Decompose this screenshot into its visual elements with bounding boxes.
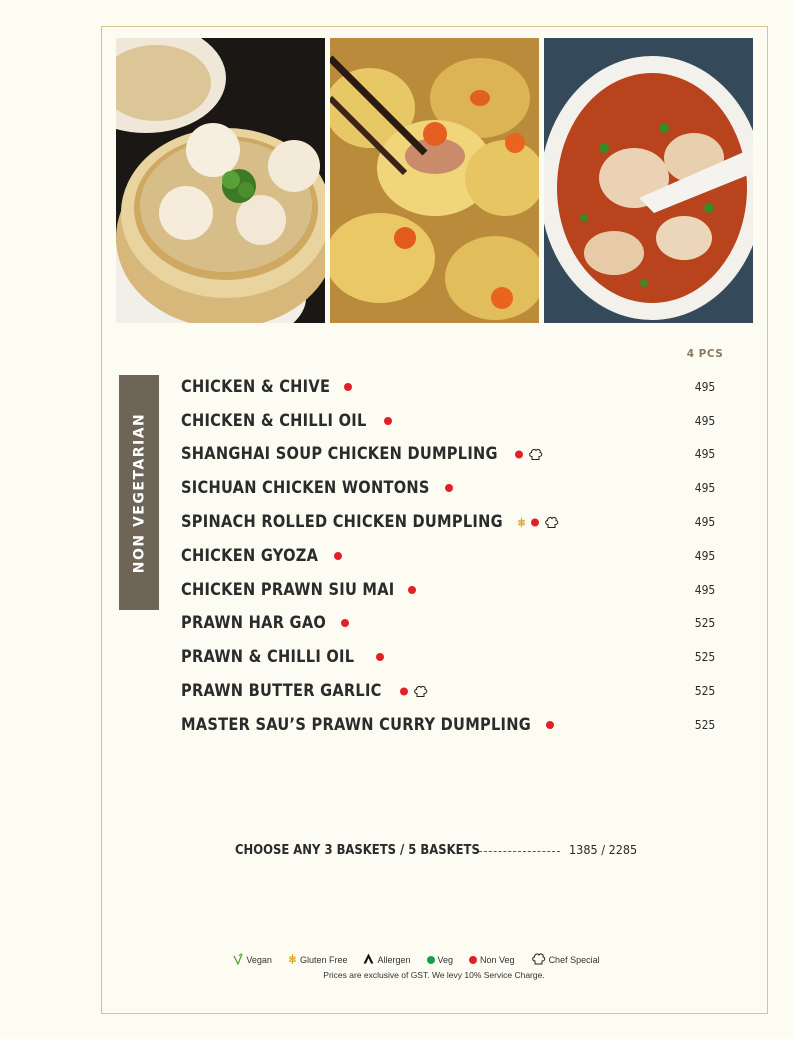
non-veg-icon: [384, 417, 392, 425]
legend: [0, 952, 793, 967]
chef-special-icon: [531, 952, 546, 967]
menu-item: [181, 640, 731, 674]
item-price: 495: [694, 413, 716, 428]
item-price: 525: [694, 650, 716, 665]
veg-icon: [427, 956, 435, 964]
basket-offer-label: CHOOSE ANY 3 BASKETS / 5 BASKETS: [235, 842, 480, 858]
non-veg-icon: [445, 484, 453, 492]
chef-special-icon: [544, 516, 559, 529]
item-price: 495: [694, 447, 716, 462]
allergen-icon: [363, 953, 374, 966]
legend-gluten-free: Gluten Free: [288, 953, 348, 967]
menu-item: [181, 539, 731, 573]
item-name: CHICKEN PRAWN SIU MAI: [181, 579, 395, 600]
legend-chef-special: Chef Special: [531, 952, 600, 967]
item-price: 525: [694, 684, 716, 699]
menu-item: [181, 438, 731, 472]
non-veg-icon: [469, 956, 477, 964]
item-price: 525: [694, 717, 716, 732]
legend-veg: Veg: [427, 955, 454, 965]
item-name: PRAWN & CHILLI OIL: [181, 647, 355, 668]
item-name: CHICKEN GYOZA: [181, 545, 319, 566]
non-veg-icon: [408, 586, 416, 594]
non-veg-icon: [515, 450, 523, 458]
section-title: NON VEGETARIAN: [131, 412, 148, 573]
menu-item: [181, 370, 731, 404]
item-price: 495: [694, 515, 716, 530]
item-name: SHANGHAI SOUP CHICKEN DUMPLING: [181, 444, 498, 465]
menu-item: [181, 674, 731, 708]
menu-item: [181, 708, 731, 742]
non-veg-icon: [334, 552, 342, 560]
item-price: 495: [694, 582, 716, 597]
item-price: 525: [694, 616, 716, 631]
non-veg-icon: [344, 383, 352, 391]
non-veg-icon: [531, 518, 539, 526]
menu-item: [181, 471, 731, 505]
non-veg-icon: [546, 721, 554, 729]
chef-special-icon: [528, 448, 543, 461]
menu-item: [181, 505, 731, 539]
item-name: SPINACH ROLLED CHICKEN DUMPLING: [181, 512, 503, 533]
menu-item: [181, 573, 731, 607]
item-price: 495: [694, 481, 716, 496]
item-name: SICHUAN CHICKEN WONTONS: [181, 478, 430, 499]
menu-item: [181, 607, 731, 641]
basket-offer: [235, 842, 638, 858]
dotted-leader: [479, 851, 560, 852]
chef-special-icon: [413, 685, 428, 698]
gluten-free-icon: [288, 953, 297, 967]
photo-siu-mai-chopsticks: [330, 38, 539, 323]
photo-bamboo-steamer-dumplings: [116, 38, 325, 323]
item-price: 495: [694, 548, 716, 563]
non-veg-icon: [400, 687, 408, 695]
gluten-free-icon: [517, 516, 526, 528]
footer-note: Prices are exclusive of GST. We levy 10% Service Charge.: [323, 970, 545, 980]
vegan-icon: [233, 953, 243, 967]
legend-vegan: Vegan: [233, 953, 272, 967]
non-veg-icon: [376, 653, 384, 661]
item-price: 495: [694, 379, 716, 394]
menu-item: [181, 404, 731, 438]
legend-non-veg: Non Veg: [469, 955, 515, 965]
legend-allergen: Allergen: [363, 953, 410, 966]
photo-wontons-chilli-oil: [544, 38, 753, 323]
item-name: MASTER SAU’S PRAWN CURRY DUMPLING: [181, 714, 531, 735]
item-name: PRAWN HAR GAO: [181, 613, 327, 634]
item-name: PRAWN BUTTER GARLIC: [181, 681, 382, 702]
non-veg-icon: [341, 619, 349, 627]
basket-offer-price: 1385 / 2285: [569, 842, 638, 857]
section-tab: [119, 375, 159, 610]
portion-label: 4 PCS: [686, 348, 724, 360]
item-name: CHICKEN & CHIVE: [181, 376, 331, 397]
menu-list: [181, 370, 731, 742]
item-name: CHICKEN & CHILLI OIL: [181, 410, 367, 431]
